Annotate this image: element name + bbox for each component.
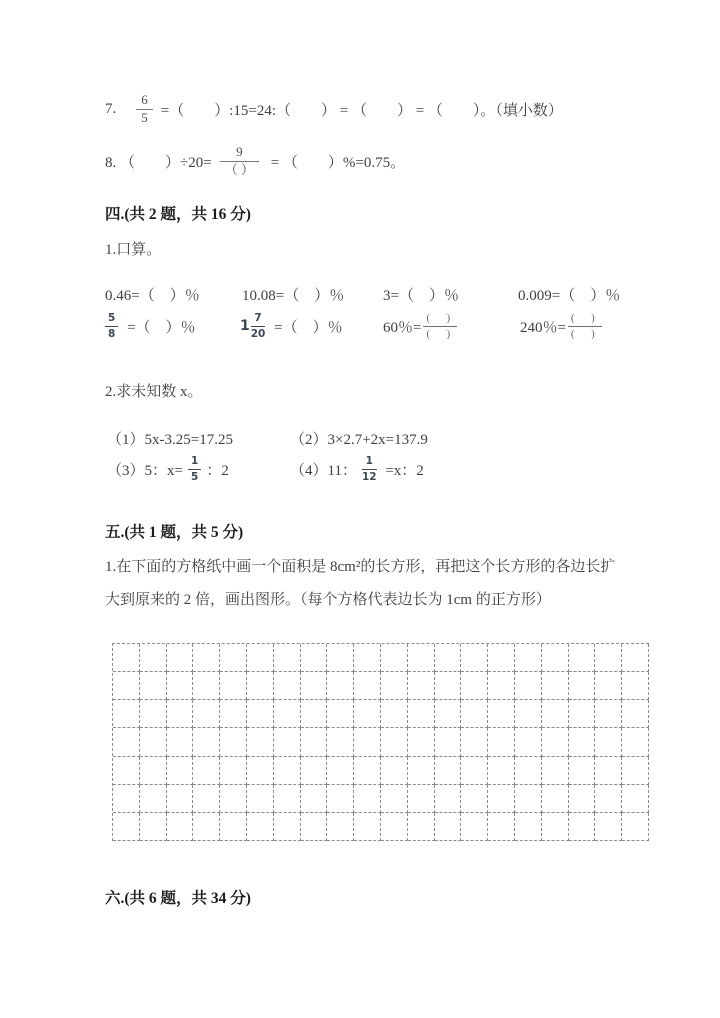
grid-cell [515,644,542,672]
grid-cell [542,813,569,841]
grid-cell [167,644,194,672]
section-4-item-2-label: 2.求未知数 x。 [105,384,203,400]
oral-calc-5-fraction [105,311,118,340]
question-7-fraction [136,92,153,127]
grid-cell [461,728,488,756]
grid-cell [113,672,140,700]
grid-cell [569,785,596,813]
grid-cell [354,757,381,785]
grid-cell [193,700,220,728]
equation-4-fraction [362,454,377,483]
grid-cell [247,785,274,813]
grid-cell [220,757,247,785]
grid-cell [435,785,462,813]
grid-cell [274,644,301,672]
grid-cell [488,728,515,756]
grid-cell [193,785,220,813]
grid-cell [140,813,167,841]
fraction-denominator: ( ) [426,328,455,340]
grid-cell [274,785,301,813]
oral-calc-6-body: =（ ）％ [270,319,343,336]
question-8-body-post: = （ ）%=0.75。 [266,154,406,171]
grid-cell [327,672,354,700]
grid-cell [301,785,328,813]
grid-cell [381,672,408,700]
grid-cell [488,644,515,672]
equation-3-body-pre: （3）5：x= [107,462,183,479]
grid-cell [274,757,301,785]
oral-calc-6-whole-number: 1 [240,318,250,334]
grid-cell [622,785,649,813]
section-5-instruction-line-2: 大到原来的 2 倍，画出图形。（每个方格代表边长为 1cm 的正方形） [105,592,551,608]
grid-cell [435,672,462,700]
grid-cell [247,728,274,756]
grid-cell [220,672,247,700]
oral-calc-5 [105,306,196,346]
oral-calc-3: 3=（ ）％ [383,288,459,304]
oral-calc-8 [520,306,604,346]
grid-cell [542,700,569,728]
grid-cell [193,644,220,672]
grid-cell [247,813,274,841]
question-8 [105,138,405,184]
grid-cell [461,813,488,841]
grid-cell [327,700,354,728]
grid-cell [301,672,328,700]
grid-cell [622,728,649,756]
grid-cell [193,672,220,700]
oral-calc-8-fraction [568,311,602,342]
grid-cell [595,757,622,785]
oral-calc-7-fraction [423,311,457,342]
grid-cell [515,700,542,728]
fraction-denominator: ( ) [570,328,599,340]
grid-cell [461,700,488,728]
fraction-denominator: 20 [250,327,266,340]
grid-cell [247,757,274,785]
grid-cell [569,728,596,756]
grid-cell [140,785,167,813]
fraction-numerator: ( ) [423,311,457,327]
grid-cell [167,672,194,700]
grid-cell [595,728,622,756]
grid-cell [488,785,515,813]
grid-cell [435,728,462,756]
grid-cell [542,672,569,700]
grid-cell [408,813,435,841]
fraction-denominator: 8 [108,327,116,340]
grid-cell [595,672,622,700]
grid-cell [327,728,354,756]
grid-cell [193,728,220,756]
oral-calc-7-body: 60％= [383,319,422,336]
grid-cell [381,700,408,728]
grid-cell [220,644,247,672]
grid-cell [622,813,649,841]
grid-cell [435,700,462,728]
grid-cell [381,813,408,841]
grid-cell [327,757,354,785]
grid-cell [408,728,435,756]
oral-calc-8-body: 240％= [520,319,566,336]
fraction-denominator: （ ） [224,161,254,177]
fraction-numerator: 5 [105,311,118,326]
grid-cell [461,785,488,813]
grid-cell [113,700,140,728]
grid-cell [408,785,435,813]
grid-cell [622,672,649,700]
grid-cell [408,672,435,700]
grid-cell [274,728,301,756]
grid-cell [435,757,462,785]
oral-calc-4: 0.009=（ ）％ [518,288,621,304]
grid-cell [220,813,247,841]
grid-cell [140,644,167,672]
grid-cell [408,700,435,728]
grid-cell [327,785,354,813]
grid-cell [461,672,488,700]
grid-cell [461,757,488,785]
grid-cell [595,813,622,841]
grid-cell [247,672,274,700]
grid-cell [435,813,462,841]
fraction-numerator: 9 [220,144,259,162]
grid-cell [113,813,140,841]
grid-cell [488,700,515,728]
oral-calc-1: 0.46=（ ）％ [105,288,200,304]
fraction-numerator: 6 [136,92,153,110]
question-7-number: 7. [105,100,117,117]
fraction-denominator: 12 [361,470,377,483]
grid-cell [140,672,167,700]
grid-cell [274,813,301,841]
grid-cell [408,644,435,672]
drawing-grid [112,643,649,841]
grid-cell [167,785,194,813]
grid-cell [542,785,569,813]
grid-cell [515,672,542,700]
grid-cell [220,785,247,813]
grid-cell [113,757,140,785]
grid-cell [327,813,354,841]
fraction-denominator: 5 [190,470,199,483]
grid-cell [488,813,515,841]
section-6-heading: 六.(共 6 题，共 34 分) [105,890,251,907]
grid-cell [461,644,488,672]
grid-cell [354,700,381,728]
grid-cell [301,700,328,728]
fraction-numerator: 7 [251,311,266,326]
oral-calc-7 [383,306,459,346]
equation-4-body-pre: （4）11： [290,462,357,479]
grid-cell [274,672,301,700]
grid-cell [354,672,381,700]
grid-cell [247,700,274,728]
grid-cell [488,672,515,700]
oral-calc-2: 10.08=（ ）％ [242,288,345,304]
oral-calc-6 [240,306,343,346]
equation-4 [290,450,424,488]
grid-cell [327,644,354,672]
grid-cell [622,644,649,672]
grid-cell [488,757,515,785]
grid-cell [274,700,301,728]
grid-cell [247,644,274,672]
grid-cell [408,757,435,785]
section-4-heading: 四.(共 2 题，共 16 分) [105,206,251,223]
grid-cell [515,757,542,785]
grid-cell [220,728,247,756]
grid-cell [167,757,194,785]
grid-cell [354,785,381,813]
grid-cell [515,813,542,841]
grid-cell [113,644,140,672]
grid-cell [622,700,649,728]
grid-cell [542,644,569,672]
grid-cell [542,757,569,785]
grid-cell [381,644,408,672]
grid-cell [569,813,596,841]
equation-4-body-post: =x：2 [381,462,424,479]
oral-calc-5-body: =（ ）％ [123,319,196,336]
grid-cell [354,728,381,756]
grid-cell [569,644,596,672]
grid-cell [542,728,569,756]
fraction-numerator: ( ) [568,311,602,327]
fraction-numerator: 1 [188,454,201,469]
grid-cell [569,672,596,700]
grid-cell [569,700,596,728]
grid-cell [515,728,542,756]
grid-cell [595,700,622,728]
grid-cell [301,813,328,841]
question-7 [105,86,563,132]
grid-cell [595,644,622,672]
grid-cell [381,785,408,813]
section-5-instruction-line-1: 1.在下面的方格纸中画一个面积是 8cm²的长方形，再把这个长方形的各边长扩 [105,559,616,575]
grid-cell [515,785,542,813]
grid-cell [354,644,381,672]
grid-cell [622,757,649,785]
grid-cell [113,785,140,813]
equation-1: （1）5x-3.25=17.25 [107,432,233,448]
grid-cell [381,728,408,756]
grid-cell [140,757,167,785]
grid-cell [301,728,328,756]
grid-cell [140,728,167,756]
fraction-numerator: 1 [362,454,377,469]
grid-cell [435,644,462,672]
question-8-fraction [220,144,259,179]
equation-3-fraction [188,454,201,483]
grid-cell [113,728,140,756]
grid-cell [354,813,381,841]
grid-cell [167,728,194,756]
grid-cell [301,757,328,785]
question-8-body-pre: 8. （ ）÷20= [105,154,212,171]
grid-cell [167,813,194,841]
grid-cell [193,757,220,785]
grid-cell [140,700,167,728]
grid-cell [595,785,622,813]
grid-cell [193,813,220,841]
question-7-body: =（ ）:15=24:（ ） = （ ） = （ ）。（填小数） [160,102,563,119]
section-4-item-1-label: 1.口算。 [105,242,162,258]
grid-cell [569,757,596,785]
equation-2: （2）3×2.7+2x=137.9 [290,432,428,448]
grid-cell [381,757,408,785]
grid-cell [220,700,247,728]
oral-calc-6-fraction [251,311,266,340]
grid-cell [301,644,328,672]
grid-cell [167,700,194,728]
equation-3 [107,450,229,488]
equation-3-body-post: ：2 [206,462,229,479]
section-5-heading: 五.(共 1 题，共 5 分) [105,524,244,541]
fraction-denominator: 5 [141,109,148,125]
